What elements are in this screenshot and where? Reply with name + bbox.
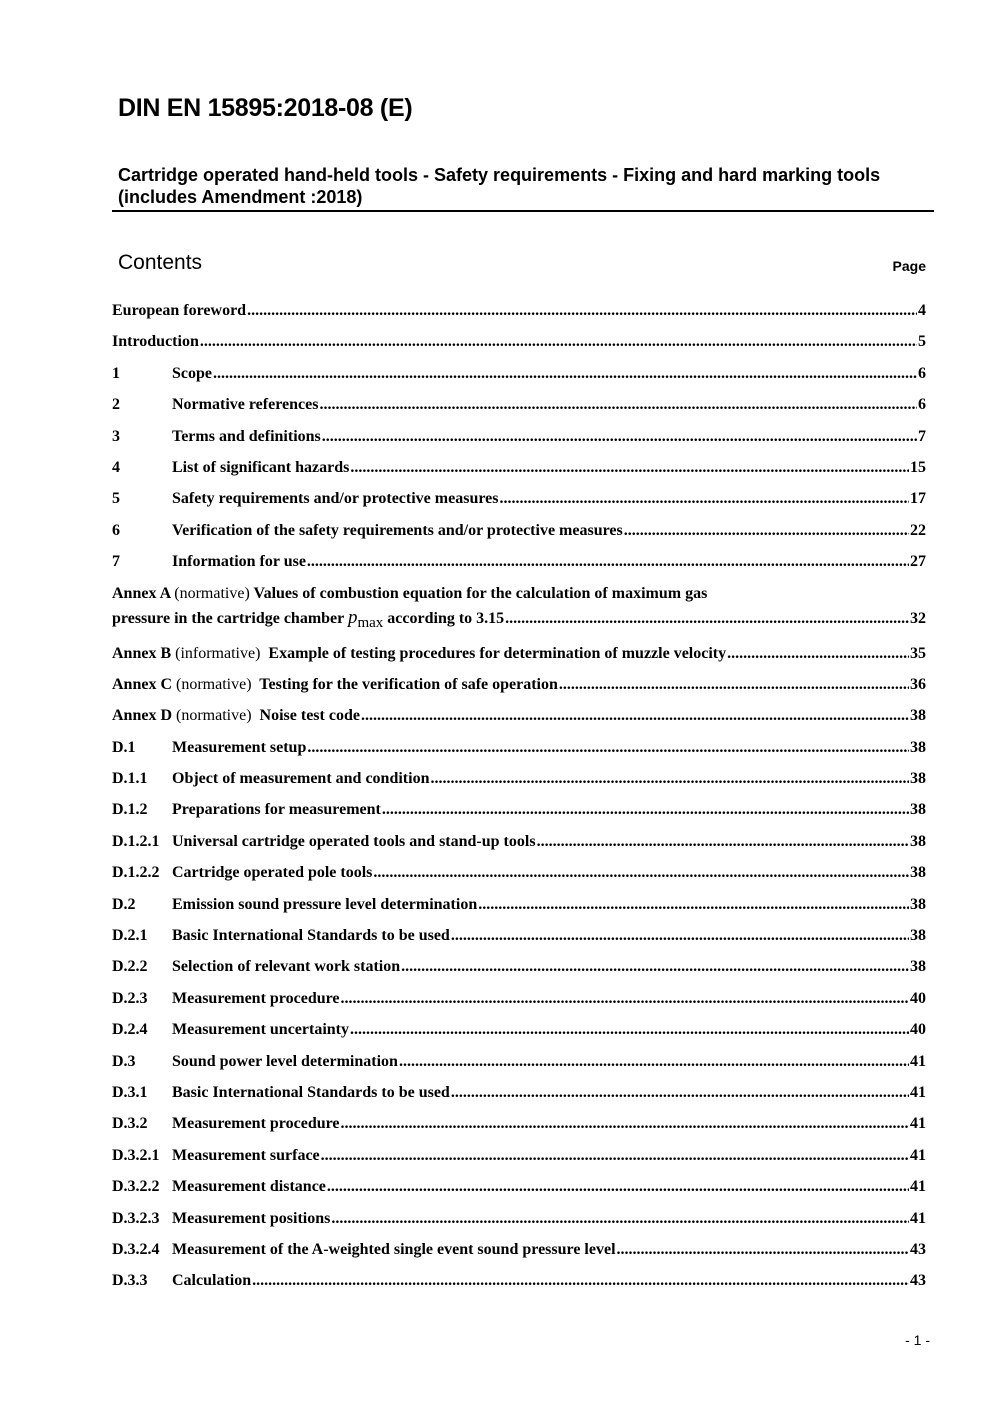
toc-entry-title: Scope xyxy=(172,364,212,382)
toc-leader xyxy=(559,673,909,697)
title-divider xyxy=(112,210,934,212)
pmax-symbol: p xyxy=(347,606,358,628)
toc-entry-d1-1[interactable] xyxy=(112,767,926,798)
toc-entry-d3-2-4[interactable] xyxy=(112,1238,926,1269)
toc-entry-page: 41 xyxy=(910,1115,926,1133)
annex-label: Annex B xyxy=(112,644,172,662)
toc-entry-title: Universal cartridge operated tools and stand-up tools xyxy=(172,832,536,850)
toc-entry-title: List of significant hazards xyxy=(172,458,350,476)
toc-entry-page: 27 xyxy=(910,553,926,571)
toc-leader xyxy=(350,456,909,480)
toc-entry-title: Measurement positions xyxy=(172,1209,331,1227)
toc-leader xyxy=(478,893,909,917)
toc-entry-d2-4[interactable] xyxy=(112,1018,926,1049)
toc-entry-page: 43 xyxy=(910,1272,926,1290)
toc-entry-number: D.3.2.2 xyxy=(112,1178,160,1196)
toc-entry-verification[interactable] xyxy=(112,519,926,550)
page-column-heading: Page xyxy=(892,258,926,274)
toc-entry-page: 6 xyxy=(918,396,926,414)
toc-entry-page: 41 xyxy=(910,1052,926,1070)
toc-entry-number: D.3.3 xyxy=(112,1272,148,1290)
toc-entry-title: Introduction xyxy=(112,333,199,351)
annex-title: Example of testing procedures for determination of muzzle velocity xyxy=(268,644,727,662)
toc-leader xyxy=(213,362,917,386)
toc-entry-page: 38 xyxy=(910,770,926,788)
toc-entry-number: 5 xyxy=(112,490,120,508)
toc-entry-number: D.3.2.4 xyxy=(112,1240,160,1258)
toc-leader xyxy=(624,519,909,543)
toc-entry-title: Safety requirements and/or protective measures xyxy=(172,490,499,508)
table-of-contents xyxy=(112,299,926,1301)
toc-leader xyxy=(350,1018,909,1042)
toc-entry-number: 2 xyxy=(112,396,120,414)
toc-entry-title xyxy=(112,704,360,728)
toc-entry-number: D.3.1 xyxy=(112,1083,148,1101)
toc-entry-page: 38 xyxy=(910,895,926,913)
toc-entry-page: 41 xyxy=(910,1083,926,1101)
annex-type: (normative) xyxy=(174,584,250,602)
toc-entry-page: 38 xyxy=(910,864,926,882)
contents-heading: Contents xyxy=(118,251,203,274)
toc-entry-d3[interactable] xyxy=(112,1050,926,1081)
document-id: DIN EN 15895:2018-08 (E) xyxy=(118,94,413,122)
annex-type: (normative) xyxy=(176,707,252,725)
toc-entry-information-for-use[interactable] xyxy=(112,550,926,581)
toc-entry-page: 38 xyxy=(910,801,926,819)
toc-entry-page: 15 xyxy=(910,458,926,476)
toc-entry-title xyxy=(112,673,558,697)
toc-entry-number: D.2.4 xyxy=(112,1021,148,1039)
annex-a-second-line xyxy=(112,606,926,631)
toc-entry-number: D.1.2.1 xyxy=(112,832,160,850)
toc-entry-page: 41 xyxy=(910,1178,926,1196)
toc-leader xyxy=(399,1050,909,1074)
toc-leader xyxy=(373,861,909,885)
toc-entry-d3-2[interactable] xyxy=(112,1112,926,1143)
toc-entry-title: Measurement procedure xyxy=(172,1115,340,1133)
toc-entry-page: 40 xyxy=(910,989,926,1007)
toc-leader xyxy=(319,393,917,417)
toc-entry-page: 40 xyxy=(910,1021,926,1039)
toc-entry-number: 6 xyxy=(112,521,120,539)
annex-label: Annex D xyxy=(112,707,173,725)
toc-entry-d3-3[interactable] xyxy=(112,1269,926,1300)
toc-entry-page: 32 xyxy=(910,609,926,627)
toc-entry-number: 3 xyxy=(112,427,120,445)
toc-leader xyxy=(327,1175,909,1199)
toc-entry-title: Measurement procedure xyxy=(172,989,340,1007)
toc-leader xyxy=(617,1238,909,1262)
toc-leader xyxy=(331,1207,909,1231)
toc-leader xyxy=(451,924,909,948)
toc-entry-number: D.2.3 xyxy=(112,989,148,1007)
toc-entry-d1-2-2[interactable] xyxy=(112,861,926,892)
toc-leader xyxy=(321,1144,909,1168)
toc-entry-d3-2-1[interactable] xyxy=(112,1144,926,1175)
toc-entry-number: D.1.2 xyxy=(112,801,148,819)
toc-entry-page: 7 xyxy=(918,427,926,445)
toc-leader xyxy=(382,798,909,822)
toc-entry-title: Basic International Standards to be used xyxy=(172,1083,450,1101)
toc-entry-annex-d[interactable] xyxy=(112,704,926,735)
toc-entry-title: Verification of the safety requirements and/or protective measures xyxy=(172,521,623,539)
toc-entry-number: 1 xyxy=(112,364,120,382)
toc-entry-title: Selection of relevant work station xyxy=(172,958,401,976)
toc-entry-number: 7 xyxy=(112,553,120,571)
toc-entry-title: Basic International Standards to be used xyxy=(172,927,450,945)
annex-title-line2-post: according to 3.15 xyxy=(383,609,505,627)
toc-entry-d1-2-1[interactable] xyxy=(112,830,926,861)
annex-type: (informative) xyxy=(175,644,261,662)
toc-leader xyxy=(307,736,909,760)
toc-entry-d1-2[interactable] xyxy=(112,798,926,829)
toc-entry-number: D.2.1 xyxy=(112,927,148,945)
annex-type: (normative) xyxy=(176,675,252,693)
toc-entry-page: 4 xyxy=(918,302,926,319)
annex-label: Annex A xyxy=(112,584,171,602)
toc-leader xyxy=(341,1112,909,1136)
toc-entry-title: Sound power level determination xyxy=(172,1052,398,1070)
toc-entry-significant-hazards[interactable] xyxy=(112,456,926,487)
toc-entry-number: D.3 xyxy=(112,1052,136,1070)
toc-entry-title: Calculation xyxy=(172,1272,252,1290)
toc-entry-title: Measurement uncertainty xyxy=(172,1021,349,1039)
toc-entry-title: Preparations for measurement xyxy=(172,801,381,819)
toc-entry-annex-c[interactable] xyxy=(112,673,926,704)
toc-entry-normative-references[interactable] xyxy=(112,393,926,424)
toc-entry-title: Measurement of the A-weighted single event sound pressure level xyxy=(172,1240,616,1258)
toc-leader xyxy=(200,330,917,354)
toc-entry-number: D.2.2 xyxy=(112,958,148,976)
toc-entry-page: 38 xyxy=(910,832,926,850)
toc-entry-d2-3[interactable] xyxy=(112,987,926,1018)
toc-entry-title: Information for use xyxy=(172,553,306,571)
toc-entry-d3-2-3[interactable] xyxy=(112,1207,926,1238)
toc-entry-title: Measurement setup xyxy=(172,738,307,756)
toc-leader xyxy=(505,607,909,631)
toc-leader xyxy=(252,1269,909,1293)
toc-entry-annex-b[interactable] xyxy=(112,642,926,673)
annex-title-line2 xyxy=(112,606,504,631)
toc-entry-page: 17 xyxy=(910,490,926,508)
toc-entry-terms-and-definitions[interactable] xyxy=(112,425,926,456)
toc-entry-page: 43 xyxy=(910,1240,926,1258)
toc-entry-number: D.3.2.1 xyxy=(112,1146,160,1164)
toc-leader xyxy=(451,1081,909,1105)
toc-entry-number: D.1.2.2 xyxy=(112,864,160,882)
toc-entry-introduction[interactable] xyxy=(112,330,926,361)
toc-entry-title: Measurement surface xyxy=(172,1146,320,1164)
toc-entry-page: 22 xyxy=(910,521,926,539)
toc-leader xyxy=(401,955,909,979)
toc-entry-page: 35 xyxy=(910,644,926,662)
toc-leader xyxy=(361,704,909,728)
toc-entry-european-foreword[interactable] xyxy=(112,299,926,330)
toc-entry-safety-requirements[interactable] xyxy=(112,487,926,518)
toc-leader xyxy=(499,487,909,511)
document-title: Cartridge operated hand-held tools - Safety requirements - Fixing and hard marking tools (includes Amendment :2018) xyxy=(118,165,881,207)
toc-entry-d2[interactable] xyxy=(112,893,926,924)
annex-title-line2-pre: pressure in the cartridge chamber xyxy=(112,609,348,627)
toc-entry-title: Object of measurement and condition xyxy=(172,770,430,788)
toc-entry-d2-2[interactable] xyxy=(112,955,926,986)
toc-leader xyxy=(322,425,917,449)
annex-label: Annex C xyxy=(112,675,173,693)
toc-entry-page: 41 xyxy=(910,1146,926,1164)
annex-title: Testing for the verification of safe operation xyxy=(259,675,558,693)
annex-a-first-line xyxy=(112,582,926,606)
toc-leader xyxy=(727,642,909,666)
toc-leader xyxy=(537,830,909,854)
toc-entry-title xyxy=(112,642,726,666)
toc-entry-title: European foreword xyxy=(112,302,247,319)
toc-leader xyxy=(430,767,909,791)
toc-entry-number: D.1.1 xyxy=(112,770,148,788)
toc-entry-title: Cartridge operated pole tools xyxy=(172,864,373,882)
toc-entry-page: 6 xyxy=(918,364,926,382)
toc-entry-title: Emission sound pressure level determination xyxy=(172,895,478,913)
toc-entry-number: D.1 xyxy=(112,738,136,756)
toc-entry-page: 38 xyxy=(910,927,926,945)
toc-entry-page: 41 xyxy=(910,1209,926,1227)
toc-entry-title: Measurement distance xyxy=(172,1178,326,1196)
toc-leader xyxy=(247,299,917,323)
toc-entry-page: 38 xyxy=(910,707,926,725)
toc-entry-d2-1[interactable] xyxy=(112,924,926,955)
toc-entry-page: 38 xyxy=(910,958,926,976)
toc-entry-d1[interactable] xyxy=(112,736,926,767)
toc-leader xyxy=(307,550,909,574)
toc-entry-page: 38 xyxy=(910,738,926,756)
toc-leader xyxy=(341,987,909,1011)
toc-entry-annex-a[interactable] xyxy=(112,582,926,631)
toc-entry-number: D.2 xyxy=(112,895,136,913)
toc-entry-title: Terms and definitions xyxy=(172,427,321,445)
toc-entry-number: D.3.2 xyxy=(112,1115,148,1133)
toc-entry-scope[interactable] xyxy=(112,362,926,393)
toc-entry-page: 36 xyxy=(910,675,926,693)
toc-entry-d3-2-2[interactable] xyxy=(112,1175,926,1206)
toc-entry-number: 4 xyxy=(112,458,120,476)
pmax-subscript: max xyxy=(357,614,384,631)
toc-entry-title: Normative references xyxy=(172,396,319,414)
annex-title-line1: Values of combustion equation for the calculation of maximum gas xyxy=(253,584,708,602)
toc-entry-page: 5 xyxy=(918,333,926,351)
annex-title: Noise test code xyxy=(259,707,360,725)
toc-entry-d3-1[interactable] xyxy=(112,1081,926,1112)
page-number: - 1 - xyxy=(905,1332,930,1348)
toc-entry-number: D.3.2.3 xyxy=(112,1209,160,1227)
